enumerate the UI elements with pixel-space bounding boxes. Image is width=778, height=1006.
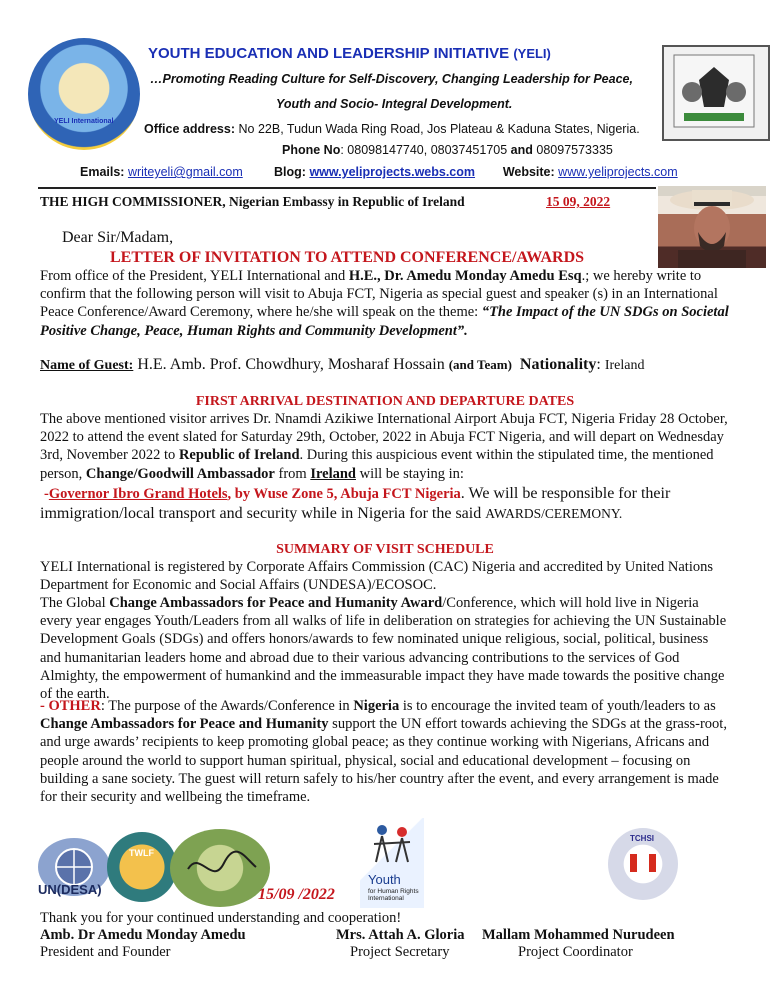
website-link[interactable]: www.yeliprojects.com bbox=[558, 165, 678, 179]
header-divider bbox=[38, 187, 656, 189]
signatory-3-name: Mallam Mohammed Nurudeen bbox=[482, 927, 675, 943]
yeli-logo bbox=[28, 38, 140, 150]
tagline-line2: Youth and Socio- Integral Development. bbox=[276, 97, 513, 111]
recipient: THE HIGH COMMISSIONER, Nigerian Embassy in Republic of Ireland bbox=[40, 194, 465, 209]
youth-sub-label: for Human Rights International bbox=[368, 888, 419, 902]
letter-title: LETTER OF INVITATION TO ATTEND CONFERENCE/AWARDS bbox=[110, 249, 585, 266]
signatory-2-title: Project Secretary bbox=[350, 944, 450, 960]
youth-figures-icon bbox=[360, 818, 424, 872]
tchsi-label: TCHSI bbox=[630, 834, 654, 843]
twlf-logo bbox=[107, 832, 177, 902]
summary-registration: YELI International is registered by Corporate Affairs Commission (CAC) Nigeria and accredited by United Nations Department for Economic and Social Affairs (UNDESA)/ECOSOC. bbox=[40, 559, 714, 594]
signatory-1-name: Amb. Dr Amedu Monday Amedu bbox=[40, 927, 246, 943]
summary-heading: SUMMARY OF VISIT SCHEDULE bbox=[276, 542, 494, 557]
signatory-3-title: Project Coordinator bbox=[518, 944, 633, 960]
hotel-paragraph: -Governor Ibro Grand Hotels, by Wuse Zone 5, Abuja FCT Nigeria. We will be responsible for their immigration/local transport and security while in Nigeria for the said AWARDS/CEREMONY. bbox=[40, 485, 671, 522]
date-top: 15 09, 2022 bbox=[546, 194, 611, 209]
thanks-line: Thank you for your continued understanding and cooperation! bbox=[40, 910, 402, 926]
date-bottom: 15/09 /2022 bbox=[258, 886, 335, 903]
signature-seal bbox=[170, 829, 270, 907]
org-abbr: (YELI) bbox=[513, 46, 551, 61]
guest-portrait-icon bbox=[658, 186, 766, 268]
youth-human-rights-logo bbox=[360, 818, 424, 908]
tagline-line1: …Promoting Reading Culture for Self-Discovery, Changing Leadership for Peace, bbox=[150, 72, 633, 86]
signature-scribble-icon bbox=[170, 829, 270, 907]
yeli-logo-text: YELI International bbox=[54, 118, 114, 125]
intro-paragraph: From office of the President, YELI International and H.E., Dr. Amedu Monday Amedu Esq.; we hereby write to confirm that the following person will visit to Abuja FCT, Nigeria as special guest and speaker (s) in an International Peace Conference/Award Ceremony, where he/she will speak on the theme: “The Impact of the UN SDGs on Societal Positive Change, Peace, Human Rights and Community Development”. bbox=[40, 268, 729, 339]
summary-award: The Global Change Ambassadors for Peace and Humanity Award/Conference, which will hold live in Nigeria every year engages Youth/Leaders from all walks of life in deliberation on strategies for achieving the UN Sustainable Development Goals (SDGs) and offers honors/awards to few nominated unique religious, social, political, business and humanitarian leaders home and abroad due to their various advancing contributions to the services of God Almighty, the empowerment of humankind and the immeasurable impact they have made towards the positive change of the earth. bbox=[40, 595, 727, 703]
summary-other: - OTHER: The purpose of the Awards/Conference in Nigeria is to encourage the invited team of youth/leaders to as Change Ambassadors for Peace and Humanity support the UN effort towards achieving the SDGs at the grass-root, and urge awards’ recipients to keep promoting global peace; as they continue working with Nigerians, Africans and people around the world to support human spiritual, physical, social and educational development – focusing on building a sane society. The guest will return safely to his/her country after the event, and every arrangement is made for their security and wellbeing the timeframe. bbox=[40, 698, 727, 806]
office-address: Office address: No 22B, Tudun Wada Ring Road, Jos Plateau & Kaduna States, Nigeria. bbox=[144, 122, 640, 136]
greeting: Dear Sir/Madam, bbox=[62, 229, 174, 246]
contact-line: Emails: writeyeli@gmail.com Blog: www.yeliprojects.webs.com Website: www.yeliprojects.com bbox=[80, 165, 678, 179]
blog-link[interactable]: www.yeliprojects.webs.com bbox=[309, 165, 476, 179]
email-link[interactable]: writeyeli@gmail.com bbox=[127, 165, 243, 179]
arrival-heading: FIRST ARRIVAL DESTINATION AND DEPARTURE DATES bbox=[195, 394, 575, 409]
twlf-label: TWLF bbox=[129, 848, 154, 858]
guest-photo bbox=[658, 186, 766, 268]
youth-label: Youth bbox=[368, 872, 401, 887]
tchsi-logo bbox=[608, 828, 678, 900]
guest-line: Name of Guest: H.E. Amb. Prof. Chowdhury, Mosharaf Hossain (and Team) Nationality: Ireland bbox=[40, 356, 645, 373]
phone-numbers: Phone No: 08098147740, 08037451705 and 08097573335 bbox=[282, 143, 613, 157]
nigeria-coat-of-arms bbox=[662, 45, 770, 141]
signatory-1-title: President and Founder bbox=[40, 944, 171, 960]
signatory-2-name: Mrs. Attah A. Gloria bbox=[336, 927, 465, 943]
org-name: YOUTH EDUCATION AND LEADERSHIP INITIATIVE (YELI) bbox=[148, 45, 551, 62]
un-desa-label: UN(DESA) bbox=[38, 882, 102, 897]
arrival-paragraph: The above mentioned visitor arrives Dr. Nnamdi Azikiwe International Airport Abuja FCT, Nigeria Friday 28 October, 2022 to attend the event slated for Saturday 29th, October, 2022 in Abuja FCT Nigeria, and will depart on Wednesday 3rd, November 2022 to Republic of Ireland. During this auspicious event within the stipulated time, the mentioned person, Change/Goodwill Ambassador from Ireland will be staying in: bbox=[40, 411, 728, 482]
coat-of-arms-icon bbox=[664, 47, 764, 135]
